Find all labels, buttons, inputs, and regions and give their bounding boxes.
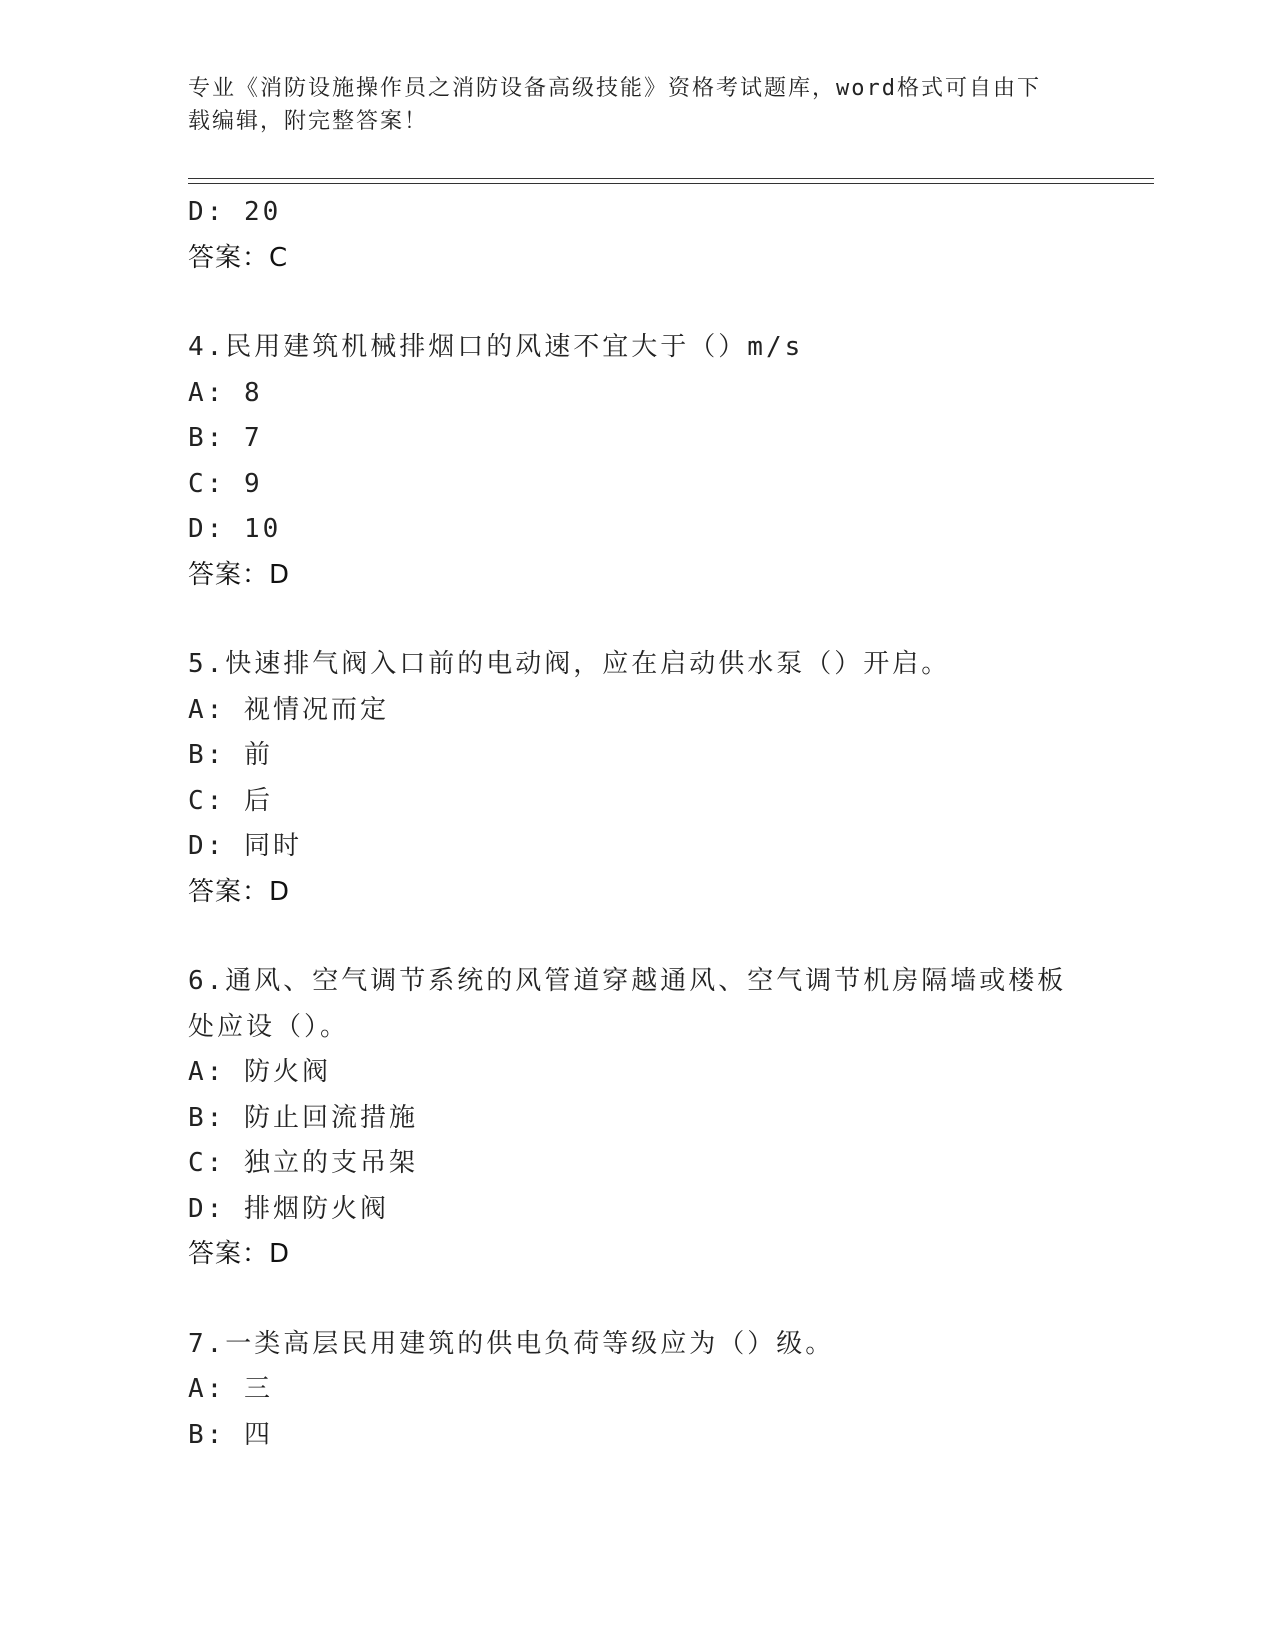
- answer-line: 答案：D: [188, 559, 291, 590]
- option-a: A: 8: [188, 377, 263, 408]
- question-4: [188, 325, 1088, 598]
- option-c: C: 后: [188, 785, 273, 816]
- question-text: 4.民用建筑机械排烟口的风速不宜大于（）m/s: [188, 332, 804, 362]
- header-divider-top: [188, 178, 1154, 179]
- answer-line: 答案：C: [188, 242, 289, 273]
- header-line-2: 载编辑，附完整答案！: [188, 109, 429, 134]
- question-text: 7.一类高层民用建筑的供电负荷等级应为（）级。: [188, 1328, 835, 1359]
- question-text-line-2: 处应设（）。: [188, 1011, 350, 1042]
- answer-line: 答案：D: [188, 1239, 291, 1269]
- option-c: C: 独立的支吊架: [188, 1148, 418, 1178]
- option-d: D: 同时: [188, 831, 302, 861]
- answer-line: 答案：D: [188, 876, 291, 907]
- option-a: A: 视情况而定: [188, 694, 389, 725]
- option-b: B: 四: [188, 1419, 273, 1450]
- question-text-line-1: 6.通风、空气调节系统的风管道穿越通风、空气调节机房隔墙或楼板: [188, 966, 1067, 996]
- option-d: D: 10: [188, 514, 282, 544]
- question-5: [188, 642, 1088, 915]
- option-d: D: 20: [188, 197, 282, 227]
- question-text: 5.快速排气阀入口前的电动阀，应在启动供水泵（）开启。: [188, 649, 951, 679]
- question-7: [188, 1322, 1088, 1459]
- header-line-1: 专业《消防设施操作员之消防设备高级技能》资格考试题库，word格式可自由下: [188, 76, 1041, 101]
- question-3-tail: [188, 190, 1088, 281]
- option-d: D: 排烟防火阀: [188, 1193, 389, 1224]
- question-list: [188, 190, 1088, 1458]
- header-divider-bottom: [188, 183, 1154, 184]
- option-b: B: 7: [188, 423, 263, 453]
- option-b: B: 前: [188, 740, 273, 770]
- document-header: [188, 72, 1068, 138]
- option-a: A: 防火阀: [188, 1057, 331, 1087]
- option-c: C: 9: [188, 468, 263, 499]
- question-6: [188, 959, 1088, 1278]
- option-a: A: 三: [188, 1374, 273, 1404]
- option-b: B: 防止回流措施: [188, 1102, 418, 1133]
